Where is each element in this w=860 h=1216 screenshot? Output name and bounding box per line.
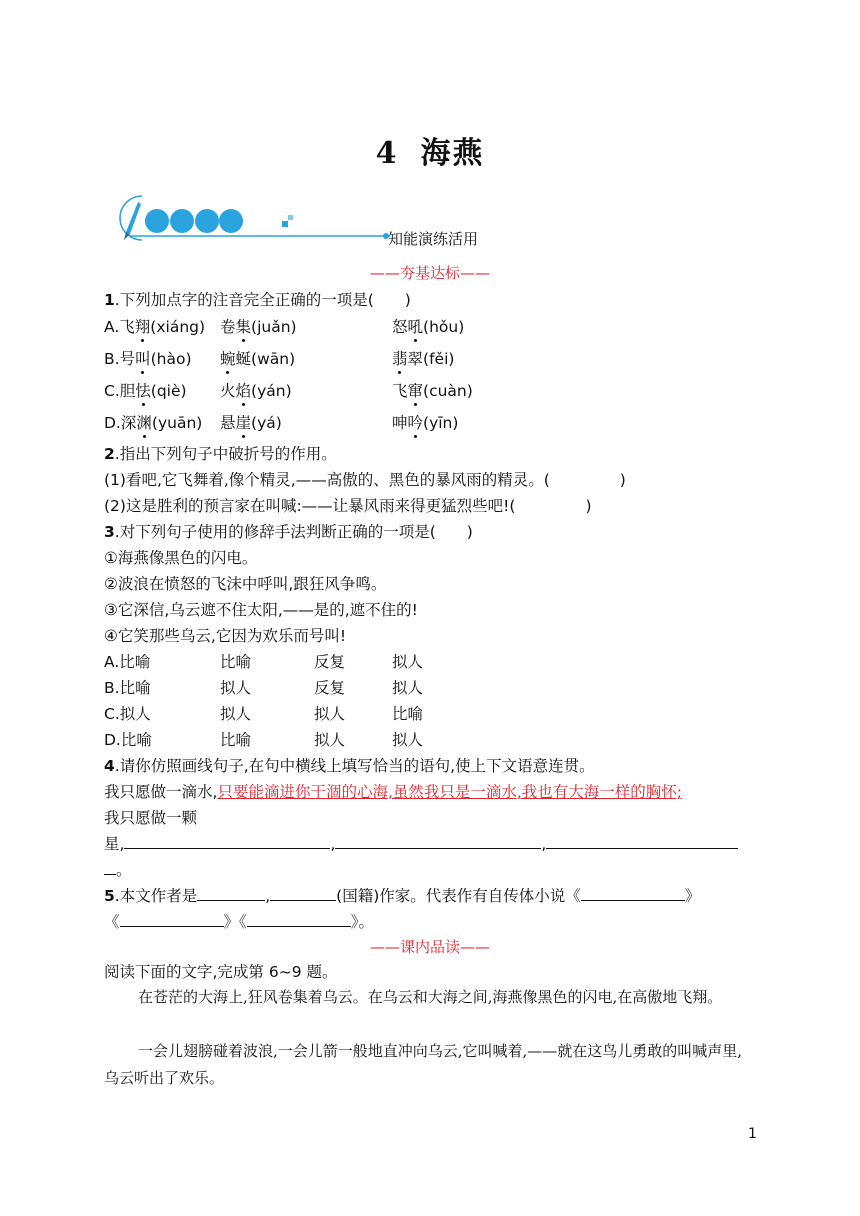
q1-option-c[interactable]: C.胆怯(qiè) 火焰(yán) 飞窜(cuàn) (104, 382, 473, 400)
q4-blank-3[interactable] (546, 834, 738, 849)
q5-author-blank[interactable] (197, 886, 265, 901)
question-5-cont: 《 》《 》。 (104, 913, 375, 931)
reading-paragraph-1: 在苍茫的大海上,狂风卷集着乌云。在乌云和大海之间,海燕像黑色的闪电,在高傲地飞翔。 (138, 988, 723, 1006)
q3-item-2: ②波浪在愤怒的飞沫中呼叫,跟狂风争鸣。 (104, 575, 387, 593)
reading-intro: 阅读下面的文字,完成第 6~9 题。 (104, 963, 338, 981)
q5-novel-blank-1[interactable] (581, 886, 685, 901)
banner-label: 知能演练活用 (388, 230, 479, 248)
q3-option-d[interactable]: D.比喻 比喻 拟人 拟人 (104, 731, 424, 749)
page-title (0, 128, 860, 172)
lesson-number: 4 (375, 136, 399, 171)
question-1-stem: 1.下列加点字的注音完全正确的一项是( ) (104, 291, 411, 309)
q3-item-3: ③它深信,乌云遮不住太阳,——是的,遮不住的! (104, 601, 418, 619)
q3-option-b[interactable]: B.比喻 拟人 反复 拟人 (104, 679, 424, 697)
q3-option-c[interactable]: C.拟人 拟人 拟人 比喻 (104, 705, 424, 723)
q1-option-d[interactable]: D.深渊(yuān) 悬崖(yá) 呻吟(yīn) (104, 414, 459, 432)
q2-sentence-1: (1)看吧,它飞舞着,像个精灵,——高傲的、黑色的暴风雨的精灵。( ) (104, 471, 626, 489)
q5-novel-blank-2[interactable] (120, 912, 224, 927)
question-4-stem: 4.请你仿照画线句子,在句中横线上填写恰当的语句,使上下文语意连贯。 (104, 757, 595, 775)
q4-example-sentence: 我只愿做一滴水,只要能滴进你干涸的心海,虽然我只是一滴水,我也有大海一样的胸怀; (104, 783, 683, 801)
lesson-title: 海燕 (420, 136, 485, 171)
q3-item-1: ①海燕像黑色的闪电。 (104, 549, 258, 567)
page-number: 1 (748, 1126, 757, 1142)
q4-blank-3-cont[interactable] (104, 860, 116, 875)
q4-answer-line-end: 。 (104, 860, 132, 880)
q4-answer-line: 星, , , (104, 834, 738, 854)
section-heading-reading: ——课内品读—— (369, 938, 490, 956)
q3-option-a[interactable]: A.比喻 比喻 反复 拟人 (104, 653, 424, 671)
q5-nationality-blank[interactable] (270, 886, 336, 901)
section-heading-basics: ——夯基达标—— (369, 264, 490, 282)
pen-circle-icon (120, 196, 142, 240)
q2-sentence-2: (2)这是胜利的预言家在叫喊:——让暴风雨来得更猛烈些吧!( ) (104, 497, 592, 515)
q4-blank-2[interactable] (335, 834, 541, 849)
q3-item-4: ④它笑那些乌云,它因为欢乐而号叫! (104, 627, 347, 645)
q4-prompt-line: 我只愿做一颗 (104, 809, 198, 827)
q4-blank-1[interactable] (124, 834, 330, 849)
question-5: 5.本文作者是 , (国籍)作家。代表作有自传体小说《 》 (104, 887, 701, 905)
question-2-stem: 2.指出下列句子中破折号的作用。 (104, 445, 337, 463)
q5-novel-blank-3[interactable] (247, 912, 351, 927)
question-3-stem: 3.对下列句子使用的修辞手法判断正确的一项是( ) (104, 523, 473, 541)
q1-option-b[interactable]: B.号叫(hào) 蜿蜒(wān) 翡翠(fěi) (104, 350, 455, 368)
q4-underlined-model: 只要能滴进你干涸的心海,虽然我只是一滴水,我也有大海一样的胸怀; (217, 783, 683, 801)
q1-option-a[interactable]: A.飞翔(xiáng) 卷集(juǎn) 怒吼(hǒu) (104, 318, 465, 336)
reading-paragraph-2: 一会儿翅膀碰着波浪,一会儿箭一般地直冲向乌云,它叫喊着,——就在这鸟儿勇敢的叫喊声里,乌云听出了欢乐。 (104, 1042, 743, 1087)
